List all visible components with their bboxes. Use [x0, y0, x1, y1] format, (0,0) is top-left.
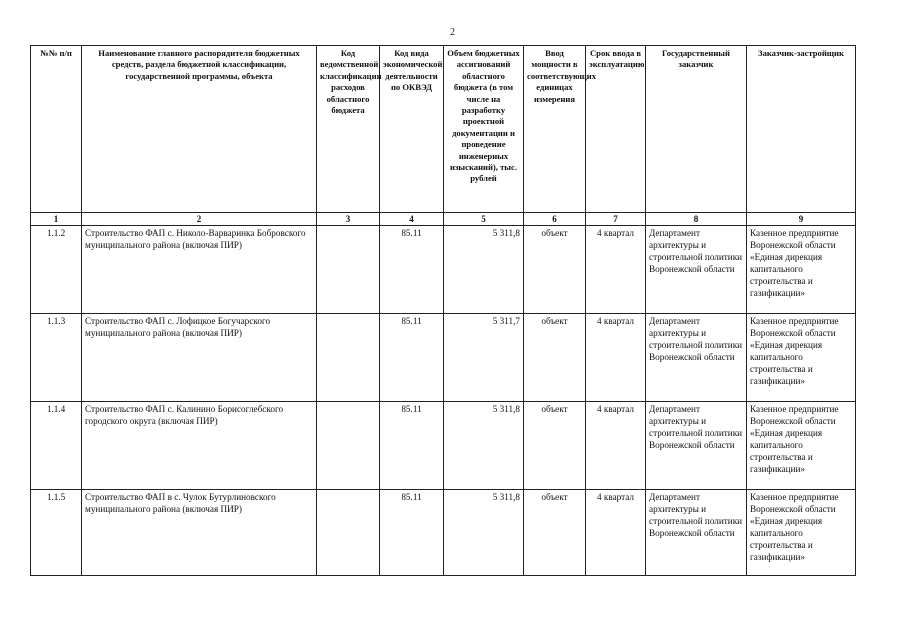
- header-state-customer: Государственный заказчик: [646, 46, 747, 213]
- header-capacity: Ввод мощности в соответствующих единицах измерения: [524, 46, 586, 213]
- header-num: №№ п/п: [31, 46, 82, 213]
- object-name: Строительство ФАП с. Николо-Варваринка Бобровского муниципального района (включая ПИР): [82, 226, 317, 314]
- header-vedom-code: Код ведомственной классификации расходов областного бюджета: [317, 46, 380, 213]
- column-number: 8: [646, 213, 747, 226]
- builder: Казенное предприятие Воронежской области «Единая дирекция капитального строительства и газификации»: [747, 314, 856, 402]
- column-number: 9: [747, 213, 856, 226]
- row-number: 1.1.2: [31, 226, 82, 314]
- state-customer: Департамент архитектуры и строительной политики Воронежской области: [646, 226, 747, 314]
- builder: Казенное предприятие Воронежской области «Единая дирекция капитального строительства и газификации»: [747, 226, 856, 314]
- state-customer: Департамент архитектуры и строительной политики Воронежской области: [646, 490, 747, 576]
- capacity-unit: объект: [524, 226, 586, 314]
- vedom-code: [317, 490, 380, 576]
- column-number: 7: [586, 213, 646, 226]
- state-customer: Департамент архитектуры и строительной политики Воронежской области: [646, 314, 747, 402]
- column-number: 5: [444, 213, 524, 226]
- table-row: [31, 314, 856, 402]
- column-number: 2: [82, 213, 317, 226]
- commissioning-term: 4 квартал: [586, 490, 646, 576]
- object-name: Строительство ФАП с. Калинино Борисоглебского городского округа (включая ПИР): [82, 402, 317, 490]
- construction-objects-table: [30, 45, 856, 576]
- header-volume: Объем бюджетных ассигнований областного бюджета (в том числе на разработку проектной документации и проведение инженерных изысканий), тыс. рублей: [444, 46, 524, 213]
- column-number: 3: [317, 213, 380, 226]
- row-number: 1.1.4: [31, 402, 82, 490]
- capacity-unit: объект: [524, 402, 586, 490]
- budget-volume: 5 311,8: [444, 402, 524, 490]
- capacity-unit: объект: [524, 490, 586, 576]
- okved-code: 85.11: [380, 314, 444, 402]
- column-number: 1: [31, 213, 82, 226]
- vedom-code: [317, 314, 380, 402]
- budget-volume: 5 311,7: [444, 314, 524, 402]
- okved-code: 85.11: [380, 402, 444, 490]
- row-number: 1.1.5: [31, 490, 82, 576]
- table-row: [31, 226, 856, 314]
- header-name: Наименование главного распорядителя бюджетных средств, раздела бюджетной классификации, государственной программы, объекта: [82, 46, 317, 213]
- column-number: 4: [380, 213, 444, 226]
- table-row: [31, 490, 856, 576]
- column-number: 6: [524, 213, 586, 226]
- commissioning-term: 4 квартал: [586, 226, 646, 314]
- header-builder: Заказчик-застройщик: [747, 46, 856, 213]
- commissioning-term: 4 квартал: [586, 402, 646, 490]
- object-name: Строительство ФАП в с. Чулок Бутурлиновского муниципального района (включая ПИР): [82, 490, 317, 576]
- page-number: 2: [450, 27, 455, 38]
- object-name: Строительство ФАП с. Лофицкое Богучарского муниципального района (включая ПИР): [82, 314, 317, 402]
- okved-code: 85.11: [380, 490, 444, 576]
- builder: Казенное предприятие Воронежской области «Единая дирекция капитального строительства и газификации»: [747, 402, 856, 490]
- state-customer: Департамент архитектуры и строительной политики Воронежской области: [646, 402, 747, 490]
- okved-code: 85.11: [380, 226, 444, 314]
- header-term: Срок ввода в эксплуатацию: [586, 46, 646, 213]
- builder: Казенное предприятие Воронежской области «Единая дирекция капитального строительства и газификации»: [747, 490, 856, 576]
- table-row: [31, 402, 856, 490]
- header-row: [31, 46, 856, 213]
- capacity-unit: объект: [524, 314, 586, 402]
- header-okved-code: Код вида экономической деятельности по ОКВЭД: [380, 46, 444, 213]
- commissioning-term: 4 квартал: [586, 314, 646, 402]
- vedom-code: [317, 226, 380, 314]
- budget-volume: 5 311,8: [444, 226, 524, 314]
- column-number-row: [31, 213, 856, 226]
- budget-volume: 5 311,8: [444, 490, 524, 576]
- row-number: 1.1.3: [31, 314, 82, 402]
- vedom-code: [317, 402, 380, 490]
